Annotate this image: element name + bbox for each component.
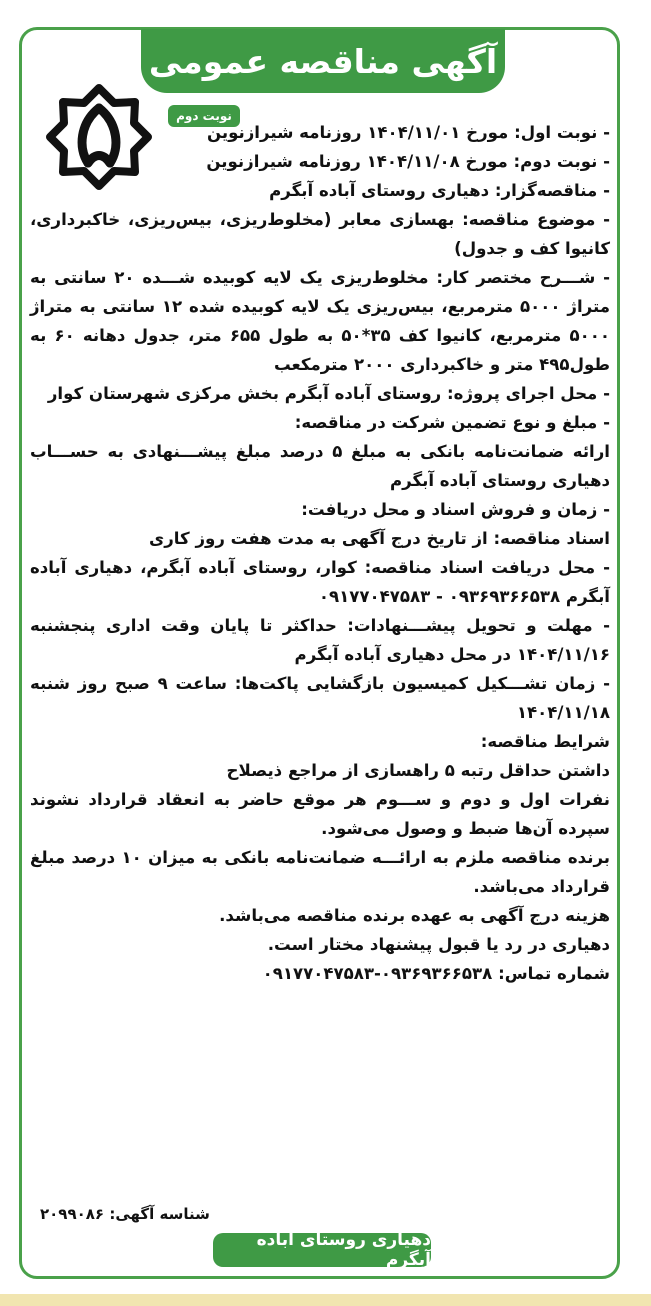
line-round-2: - نوبت دوم: مورخ ۱۴۰۴/۱۱/۰۸ روزنامه شیرازنوین [206,152,610,171]
line-round-1: - نوبت اول: مورخ ۱۴۰۴/۱۱/۰۱ روزنامه شیرازنوین [206,123,610,142]
footer-title: دهیاری روستای آباده آبگرم [256,1230,431,1270]
line-conditions-heading: شرایط مناقصه: [480,732,610,751]
line-tenderer: - مناقصه‌گزار: دهیاری روستای آباده آبگرم [269,181,610,200]
round-badge: نوبت دوم [168,105,240,127]
line-guarantee: ارائه ضمانت‌نامه بانکی به مبلغ ۵ درصد مبلغ پیشـــنهادی به حســـاب دهیاری روستای آباده آبگرم [30,442,610,490]
line-location: - محل اجرای پروژه: روستای آباده آبگرم بخش مرکزی شهرستان کوار [47,384,610,403]
notice-body [30,118,610,988]
line-deadline: - مهلت و تحویل پیشـــنهادات: حداکثر تا پایان وقت اداری پنجشنبه ۱۴۰۴/۱۱/۱۶ در محل دهیاری آباده آبگرم [30,616,610,664]
line-condition-2: نفرات اول و دوم و ســـوم هر موقع حاضر به انعقاد قرارداد نشوند سپرده آن‌ها ضبط و وصول می‌شود. [30,790,610,838]
line-documents-place: - محل دریافت اسناد مناقصه: کوار، روستای آباده آبگرم، دهیاری آباده آبگرم ۰۹۳۶۹۳۶۶۵۳۸ - ۰۹۱۷۷۰۴۷۵۸۳ [30,558,610,606]
ad-identifier: شناسه آگهی: ۲۰۹۹۰۸۶ [40,1205,210,1223]
line-subject: - موضوع مناقصه: بهسازی معابر (مخلوط‌ریزی، بیس‌ریزی، خاکبرداری، کانیوا کف و جدول) [30,210,610,258]
page-title: آگهی مناقصه عمومی [148,41,498,81]
line-description: - شـــرح مختصر کار: مخلوط‌ریزی یک لایه کوبیده شـــده ۲۰ سانتی به متراژ ۵۰۰۰ مترمربع، بیس‌ریزی یک لایه کوبیده شده ۱۲ سانتی به متراژ ۵۰۰۰ مترمربع، کانیوا کف ۳۵*۵۰ به طول ۶۵۵ متر، جدول دهانه ۶۰ به طول۴۹۵ متر و خاکبرداری ۲۰۰۰ مترمکعب [30,268,611,374]
footer-banner [213,1230,431,1270]
line-condition-4: هزینه درج آگهی به عهده برنده مناقصه می‌باشد. [219,906,610,925]
line-contact: شماره تماس: ۰۹۳۶۹۳۶۶۵۳۸-۰۹۱۷۷۰۴۷۵۸۳ [262,964,610,983]
line-guarantee-heading: - مبلغ و نوع تضمین شرکت در مناقصه: [294,413,610,432]
line-opening: - زمان تشـــکیل کمیسیون بازگشایی پاکت‌ها: ساعت ۹ صبح روز شنبه ۱۴۰۴/۱۱/۱۸ [30,674,610,722]
line-condition-3: برنده مناقصه ملزم به ارائـــه ضمانت‌نامه بانکی به میزان ۱۰ درصد مبلغ قرارداد می‌باشد. [30,848,610,896]
line-condition-5: دهیاری در رد یا قبول پیشنهاد مختار است. [267,935,610,954]
line-condition-1: داشتن حداقل رتبه ۵ راهسازی از مراجع ذیصلاح [226,761,610,780]
line-documents: اسناد مناقصه: از تاریخ درج آگهی به مدت هفت روز کاری [149,529,610,548]
line-documents-heading: - زمان و فروش اسناد و محل دریافت: [301,500,610,519]
bottom-strip [0,1294,651,1306]
header-banner [141,29,505,93]
